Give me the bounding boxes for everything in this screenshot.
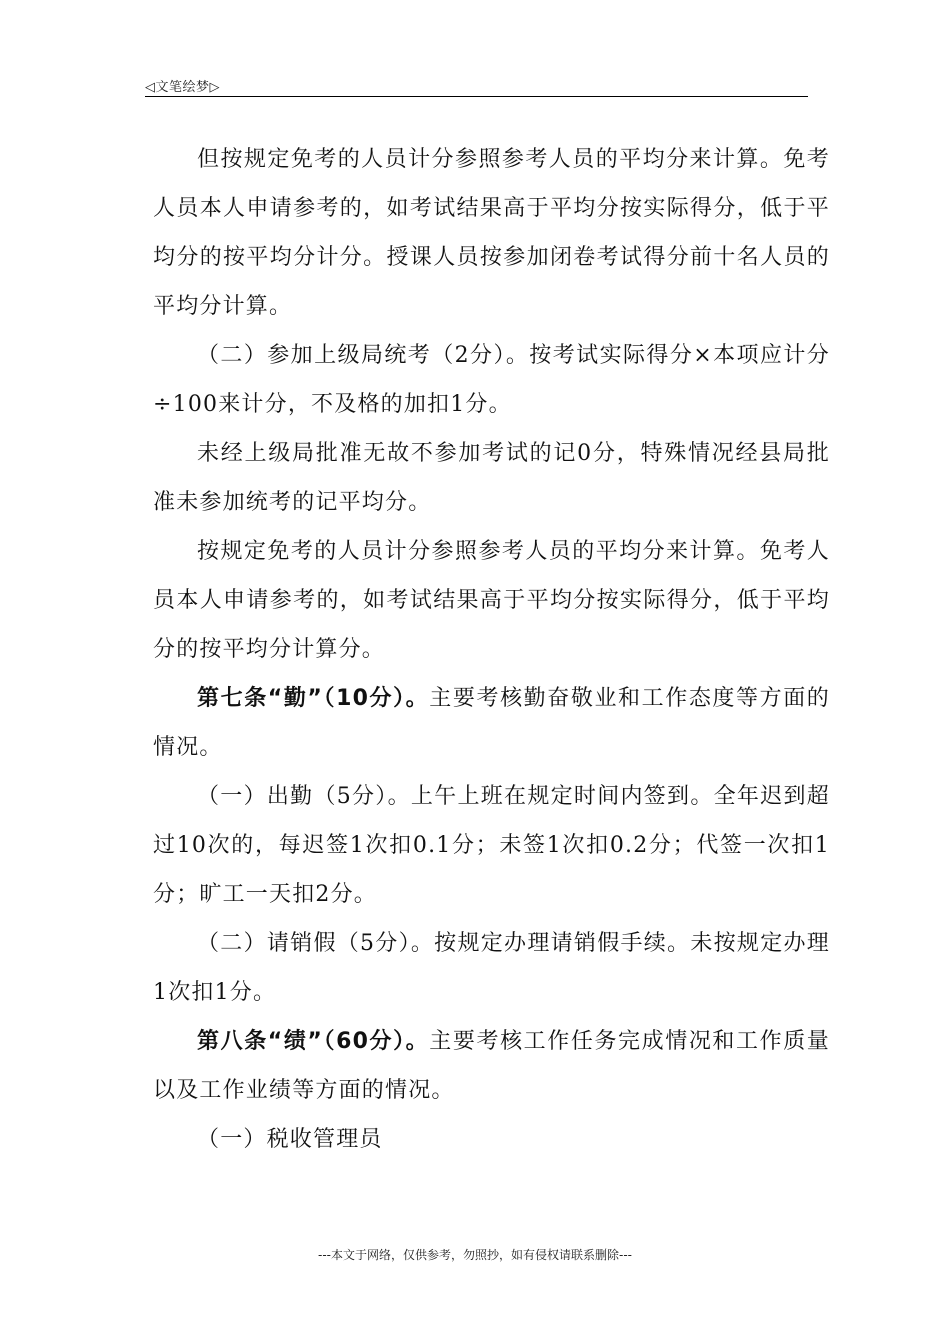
paragraph-exemption-rule: 按规定免考的人员计分参照参考人员的平均分来计算。免考人员本人申请参考的，如考试结果高于平均分按实际得分，低于平均分的按平均分计算分。 [153,539,830,662]
document-body [153,135,830,1164]
paragraph-superior-exam: （二）参加上级局统考（2分）。按考试实际得分×本项应计分÷100来计分，不及格的加扣1分。 [153,343,830,417]
article-7-diligence: 第七条“勤”（10分）。主要考核勤奋敬业和工作态度等方面的情况。 [153,686,830,760]
paragraph-exemption-average: 但按规定免考的人员计分参照参考人员的平均分来计算。免考人员本人申请参考的，如考试结果高于平均分按实际得分，低于平均分的按平均分计分。授课人员按参加闭卷考试得分前十名人员的平均分计算。 [153,147,830,319]
article-8-heading: 第八条“绩”（60分）。 [197,1029,430,1054]
page-footer: ---本文于网络，仅供参考，勿照抄，如有侵权请联系删除--- [318,1248,632,1262]
paragraph-attendance: （一）出勤（5分）。上午上班在规定时间内签到。全年迟到超过10次的，每迟签1次扣0.1分；未签1次扣0.2分；代签一次扣1分；旷工一天扣2分。 [153,784,830,907]
article-7-heading: 第七条“勤”（10分）。 [197,686,430,711]
paragraph-tax-administrator: （一）税收管理员 [197,1127,383,1152]
article-8-performance: 第八条“绩”（60分）。主要考核工作任务完成情况和工作质量以及工作业绩等方面的情况。 [153,1029,830,1103]
paragraph-leave-requests: （二）请销假（5分）。按规定办理请销假手续。未按规定办理1次扣1分。 [153,931,830,1005]
header-divider [145,96,808,97]
page-header: ◁文笔绘梦▷ [145,80,220,95]
paragraph-unapproved-absence: 未经上级局批准无故不参加考试的记0分，特殊情况经县局批准未参加统考的记平均分。 [153,441,830,515]
